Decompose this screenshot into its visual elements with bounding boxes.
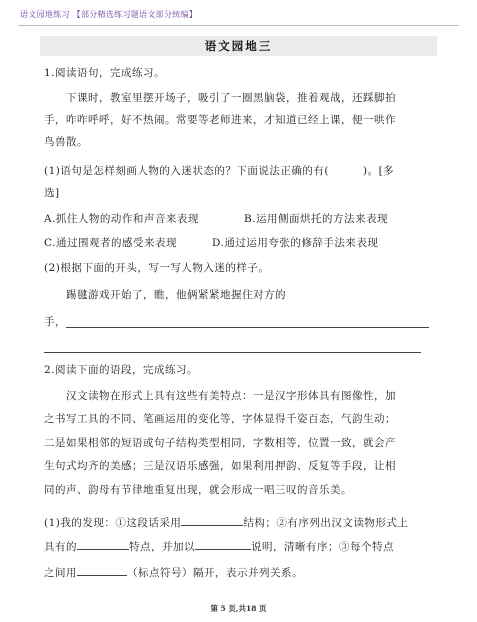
method-blank[interactable] [195,538,251,550]
section2-para-line-5: 同的声、韵母有节律地重复出现，就会形成一唱三叹的音乐美。 [44,484,352,496]
question-1-tail: )。[多 [362,165,395,177]
section2-q1-line-1 [44,514,433,530]
question-2: (2)根据下面的开头，写一写人物入迷的样子。 [44,262,270,274]
section2-q1-part-c: 具有的 [44,541,77,553]
option-c[interactable]: C.通过围观者的感受来表现 [44,237,177,249]
option-d[interactable]: D.通过运用夸张的修辞手法来表现 [212,237,379,249]
option-row-1 [44,212,433,226]
section2-q1-part-a: (1)我的发现：①这段话采用 [44,517,182,529]
section2-heading: 2.阅读下面的语段，完成练习。 [44,364,199,376]
page-title: 语文园地三 [40,36,437,56]
answer-line-1-label: 手， [44,316,66,328]
passage-line-3: 鸟兽散。 [44,136,88,148]
section2-para-line-2: 之书写工具的不同、笔画运用的变化等，字体显得千姿百态，气韵生动； [44,413,396,425]
section2-q1-line-3 [44,564,433,580]
section1-heading: 1.阅读语句，完成练习。 [44,67,166,79]
section2-para-line-3: 二是如果相邻的短语或句子结构类型相同，字数相等，位置一致，就会产 [44,437,396,449]
page-number: 第 5 页,共18 页 [210,604,267,613]
option-b[interactable]: B.运用侧面烘托的方法来表现 [244,213,389,225]
option-a[interactable]: A.抓住人物的动作和声音来表现 [44,213,199,225]
section2-q1-part-e: 说明，清晰有序；③每个特点 [251,541,394,553]
option-row-2 [44,236,433,250]
section2-q1-part-b: 结构；②有序列出汉文读物形式上 [243,517,409,529]
section2-q1-part-f: 之间用 [44,567,77,579]
header-divider [18,25,459,26]
question-1-line-2: 选] [44,187,60,199]
section2-q1-line-2 [44,538,433,554]
punctuation-blank[interactable] [77,564,127,576]
answer-line-2[interactable] [44,352,421,353]
page-header: 语文园地练习 【部分精选练习题语文部分统编】 [20,10,198,19]
question-2-start: 踢毽游戏开始了，瞧，他俩紧紧地握住对方的 [66,289,286,301]
question-1-text: (1)语句是怎样刻画人物的入迷状态的？下面说法正确的有( [44,165,329,177]
passage-line-1: 下课时，教室里摆开场子，吸引了一圈黑脑袋，推着观战，还踩脚拍 [66,92,396,104]
section2-para-line-4: 生句式均齐的美感；三是汉语乐感强，如果利用押韵、反复等手段，让相 [44,460,396,472]
passage-line-2: 手，咋咋呼呼，好不热闹。常要等老师进来，才知道已经上课，便一哄作 [44,114,396,126]
structure-blank[interactable] [181,514,243,526]
answer-line-1[interactable] [66,327,429,328]
question-1-line-1 [44,164,433,178]
section2-q1-part-d: 特点，并加以 [129,541,195,553]
section2-para-line-1: 汉文读物在形式上具有这些有美特点：一是汉字形体具有图像性，加 [66,390,396,402]
section2-q1-part-g: （标点符号）隔开，表示并列关系。 [127,567,303,579]
count-blank[interactable] [77,538,129,550]
